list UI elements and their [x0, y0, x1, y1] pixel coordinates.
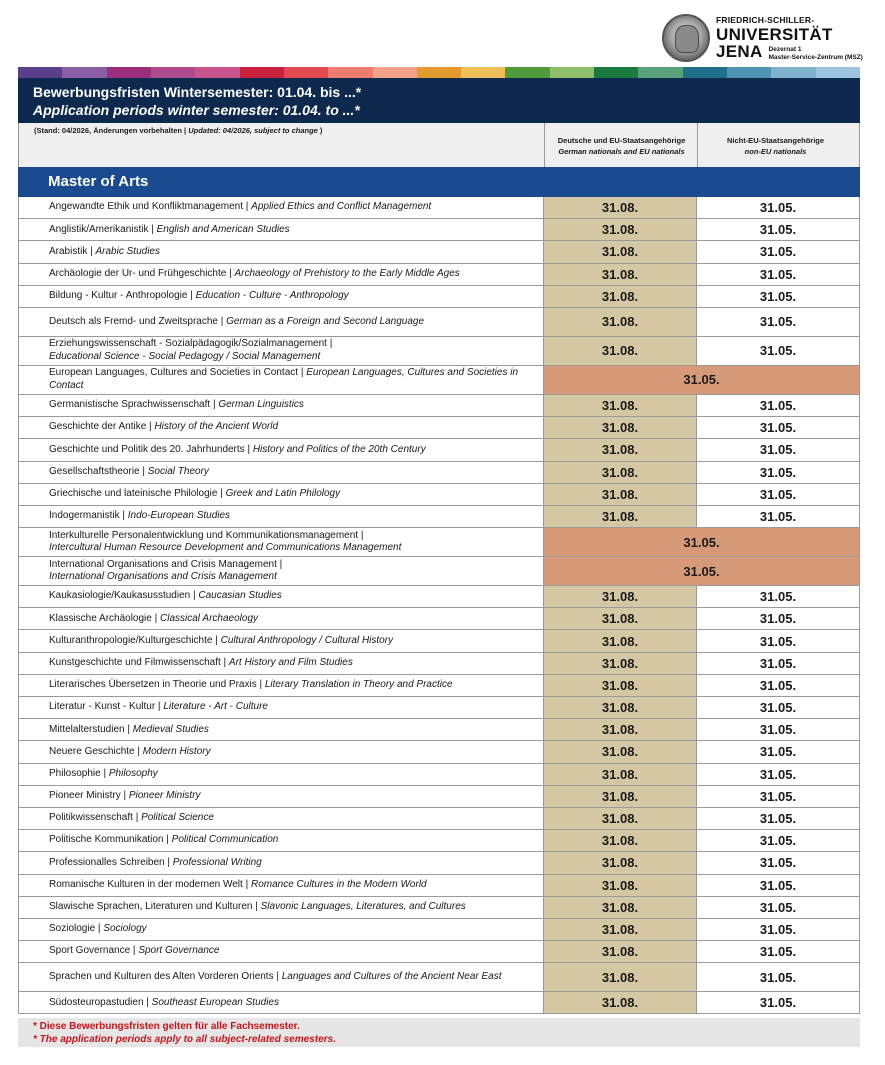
deadline-eu: 31.08.	[544, 484, 697, 505]
deadline-non-eu: 31.05.	[759, 700, 797, 716]
logo-line-2: UNIVERSITÄT	[716, 24, 833, 44]
deadline-eu: 31.08.	[544, 608, 697, 629]
deadline-eu: 31.08.	[544, 830, 697, 851]
stripe-segment	[683, 67, 727, 78]
program-name: European Languages, Cultures and Societies in Contact | European Languages, Cultures and Societies in Contact	[19, 366, 544, 394]
color-stripe	[18, 67, 860, 78]
table-row	[19, 219, 859, 241]
stripe-segment	[195, 67, 239, 78]
table-row	[19, 630, 859, 652]
program-name: Sprachen und Kulturen des Alten Vorderen Orients | Languages and Cultures of the Ancient Near East	[19, 963, 544, 991]
table-row	[19, 608, 859, 630]
program-name: Mittelalterstudien | Medieval Studies	[19, 719, 544, 740]
deadline-eu: 31.08.	[544, 337, 697, 365]
table-row	[19, 919, 859, 941]
footnote-english: * The application periods apply to all subject-related semesters.	[33, 1034, 336, 1045]
table-row	[19, 395, 859, 417]
deadline-eu: 31.08.	[544, 919, 697, 940]
program-name: Angewandte Ethik und Konfliktmanagement | Applied Ethics and Conflict Management	[19, 197, 544, 218]
deadline-eu: 31.08.	[544, 897, 697, 918]
status-note: (Stand: 04/2026, Änderungen vorbehalten | Updated: 04/2026, subject to change )	[34, 126, 323, 135]
program-name: Politische Kommunikation | Political Communication	[19, 830, 544, 851]
program-name: Romanische Kulturen in der modernen Welt | Romance Cultures in the Modern World	[19, 875, 544, 896]
program-name: Gesellschaftstheorie | Social Theory	[19, 462, 544, 483]
deadline-non-eu: 31.05.	[759, 200, 797, 216]
deadline-eu: 31.08.	[544, 992, 697, 1013]
program-name: Neuere Geschichte | Modern History	[19, 741, 544, 762]
deadline-non-eu: 31.05.	[759, 398, 797, 414]
stripe-segment	[594, 67, 638, 78]
deadline-non-eu: 31.05.	[759, 677, 797, 693]
program-name: Archäologie der Ur- und Frühgeschichte | Archaeology of Prehistory to the Early Middle Ages	[19, 264, 544, 285]
column-header-non-eu: Nicht-EU-Staatsangehörige non-EU nationals	[726, 136, 825, 156]
column-header-eu: Deutsche und EU-Staatsangehörige German nationals and EU nationals	[557, 136, 686, 156]
program-name: Deutsch als Fremd- und Zweitsprache | German as a Foreign and Second Language	[19, 308, 544, 336]
program-name: Südosteuropastudien | Southeast European Studies	[19, 992, 544, 1013]
table-row	[19, 875, 859, 897]
deadline-eu: 31.08.	[544, 264, 697, 285]
table-row	[19, 586, 859, 608]
table-row	[19, 366, 859, 395]
deadline-eu: 31.08.	[544, 462, 697, 483]
table-row	[19, 439, 859, 461]
table-row	[19, 992, 859, 1014]
table-row	[19, 417, 859, 439]
stripe-segment	[727, 67, 771, 78]
title-english: Application periods winter semester: 01.04. to ...*	[33, 102, 360, 118]
table-row	[19, 941, 859, 963]
deadline-eu: 31.08.	[544, 586, 697, 607]
deadline-non-eu: 31.05.	[759, 288, 797, 304]
deadline-eu: 31.08.	[544, 719, 697, 740]
deadline-non-eu: 31.05.	[759, 722, 797, 738]
program-name: Kaukasiologie/Kaukasusstudien | Caucasian Studies	[19, 586, 544, 607]
deadline-eu: 31.08.	[544, 963, 697, 991]
university-seal-icon	[662, 14, 710, 62]
table-row	[19, 764, 859, 786]
table-row	[19, 786, 859, 808]
deadline-non-eu: 31.05.	[759, 464, 797, 480]
stripe-segment	[771, 67, 815, 78]
stripe-segment	[461, 67, 505, 78]
deadline-eu: 31.08.	[544, 197, 697, 218]
table-row	[19, 897, 859, 919]
table-row	[19, 308, 859, 337]
deadline-eu: 31.08.	[544, 506, 697, 527]
stripe-segment	[18, 67, 62, 78]
stripe-segment	[373, 67, 417, 78]
stripe-segment	[284, 67, 328, 78]
program-name: Indogermanistik | Indo-European Studies	[19, 506, 544, 527]
stripe-segment	[107, 67, 151, 78]
department-name: Dezernat 1	[768, 45, 802, 53]
table-row	[19, 197, 859, 219]
deadline-all-nationals: 31.05.	[544, 528, 859, 556]
table-row	[19, 653, 859, 675]
deadline-non-eu: 31.05.	[759, 655, 797, 671]
deadline-non-eu: 31.05.	[759, 442, 797, 458]
deadline-eu: 31.08.	[544, 241, 697, 262]
table-row	[19, 719, 859, 741]
table-row	[19, 506, 859, 528]
deadline-eu: 31.08.	[544, 786, 697, 807]
program-name: Geschichte und Politik des 20. Jahrhunderts | History and Politics of the 20th Century	[19, 439, 544, 460]
table-row	[19, 241, 859, 263]
deadline-non-eu: 31.05.	[759, 921, 797, 937]
deadline-eu: 31.08.	[544, 395, 697, 416]
program-name: Soziologie | Sociology	[19, 919, 544, 940]
program-name: Anglistik/Amerikanistik | English and American Studies	[19, 219, 544, 240]
table-row	[19, 741, 859, 763]
deadline-non-eu: 31.05.	[759, 788, 797, 804]
deadline-eu: 31.08.	[544, 417, 697, 438]
deadline-non-eu: 31.05.	[759, 589, 797, 605]
program-name: Professionalles Schreiben | Professional Writing	[19, 852, 544, 873]
table-row	[19, 462, 859, 484]
deadline-non-eu: 31.05.	[759, 222, 797, 238]
deadline-non-eu: 31.05.	[759, 969, 797, 985]
program-name: Pioneer Ministry | Pioneer Ministry	[19, 786, 544, 807]
title-bar	[18, 78, 860, 123]
deadline-non-eu: 31.05.	[759, 244, 797, 260]
deadline-eu: 31.08.	[544, 630, 697, 651]
table-row	[19, 852, 859, 874]
deadline-eu: 31.08.	[544, 852, 697, 873]
deadline-non-eu: 31.05.	[759, 944, 797, 960]
deadline-eu: 31.08.	[544, 286, 697, 307]
footnote-german: * Diese Bewerbungsfristen gelten für alle Fachsemester.	[33, 1021, 300, 1032]
deadline-non-eu: 31.05.	[759, 420, 797, 436]
deadline-non-eu: 31.05.	[759, 811, 797, 827]
deadline-non-eu: 31.05.	[759, 766, 797, 782]
stripe-segment	[816, 67, 860, 78]
stripe-segment	[417, 67, 461, 78]
table-row	[19, 808, 859, 830]
program-name: International Organisations and Crisis Management | International Organisations and Crisis Management	[19, 557, 544, 585]
deadline-eu: 31.08.	[544, 764, 697, 785]
deadline-eu: 31.08.	[544, 808, 697, 829]
stripe-segment	[240, 67, 284, 78]
deadline-table	[18, 197, 860, 1014]
deadline-eu: 31.08.	[544, 741, 697, 762]
deadline-eu: 31.08.	[544, 439, 697, 460]
deadline-eu: 31.08.	[544, 941, 697, 962]
program-name: Germanistische Sprachwissenschaft | German Linguistics	[19, 395, 544, 416]
deadline-non-eu: 31.05.	[759, 343, 797, 359]
title-german: Bewerbungsfristen Wintersemester: 01.04. bis ...*	[33, 84, 362, 100]
deadline-non-eu: 31.05.	[759, 855, 797, 871]
deadline-non-eu: 31.05.	[759, 899, 797, 915]
stripe-segment	[638, 67, 682, 78]
deadline-non-eu: 31.05.	[759, 486, 797, 502]
logo-line-3: JENA	[716, 41, 763, 61]
program-name: Arabistik | Arabic Studies	[19, 241, 544, 262]
program-name: Bildung - Kultur - Anthropologie | Education - Culture - Anthropology	[19, 286, 544, 307]
logo-line-1: FRIEDRICH-SCHILLER-	[716, 15, 815, 25]
stripe-segment	[550, 67, 594, 78]
column-header-row	[18, 123, 860, 167]
program-name: Erziehungswissenschaft - Sozialpädagogik/Sozialmanagement | Educational Science - Social Pedagogy / Social Management	[19, 337, 544, 365]
deadline-eu: 31.08.	[544, 308, 697, 336]
table-row	[19, 337, 859, 366]
section-header: Master of Arts	[18, 167, 860, 197]
program-name: Kulturanthropologie/Kulturgeschichte | Cultural Anthropology / Cultural History	[19, 630, 544, 651]
program-name: Geschichte der Antike | History of the Ancient World	[19, 417, 544, 438]
deadline-non-eu: 31.05.	[759, 744, 797, 760]
deadline-all-nationals: 31.05.	[544, 366, 859, 394]
deadline-non-eu: 31.05.	[759, 877, 797, 893]
table-row	[19, 264, 859, 286]
table-row	[19, 830, 859, 852]
table-row	[19, 675, 859, 697]
deadline-non-eu: 31.05.	[759, 633, 797, 649]
program-name: Interkulturelle Personalentwicklung und Kommunikationsmanagement | Intercultural Human Resource Development and Communications Management	[19, 528, 544, 556]
university-logo	[662, 12, 872, 64]
deadline-eu: 31.08.	[544, 697, 697, 718]
deadline-eu: 31.08.	[544, 219, 697, 240]
deadline-non-eu: 31.05.	[759, 995, 797, 1011]
deadline-eu: 31.08.	[544, 875, 697, 896]
program-name: Literarisches Übersetzen in Theorie und Praxis | Literary Translation in Theory and Practice	[19, 675, 544, 696]
stripe-segment	[328, 67, 372, 78]
deadline-non-eu: 31.05.	[759, 314, 797, 330]
stripe-segment	[62, 67, 106, 78]
stripe-segment	[505, 67, 549, 78]
deadline-non-eu: 31.05.	[759, 508, 797, 524]
deadline-eu: 31.08.	[544, 653, 697, 674]
program-name: Politikwissenschaft | Political Science	[19, 808, 544, 829]
footnote	[18, 1018, 860, 1047]
stripe-segment	[151, 67, 195, 78]
deadline-all-nationals: 31.05.	[544, 557, 859, 585]
department-subname: Master-Service-Zentrum (MSZ)	[768, 53, 863, 61]
table-row	[19, 557, 859, 586]
program-name: Sport Governance | Sport Governance	[19, 941, 544, 962]
deadline-non-eu: 31.05.	[759, 833, 797, 849]
program-name: Slawische Sprachen, Literaturen und Kulturen | Slavonic Languages, Literatures, and Cultures	[19, 897, 544, 918]
table-row	[19, 963, 859, 992]
table-row	[19, 484, 859, 506]
program-name: Kunstgeschichte und Filmwissenschaft | Art History and Film Studies	[19, 653, 544, 674]
table-row	[19, 697, 859, 719]
program-name: Klassische Archäologie | Classical Archaeology	[19, 608, 544, 629]
program-name: Literatur - Kunst - Kultur | Literature - Art - Culture	[19, 697, 544, 718]
deadline-non-eu: 31.05.	[759, 611, 797, 627]
deadline-eu: 31.08.	[544, 675, 697, 696]
table-row	[19, 286, 859, 308]
deadline-non-eu: 31.05.	[759, 266, 797, 282]
table-row	[19, 528, 859, 557]
program-name: Philosophie | Philosophy	[19, 764, 544, 785]
program-name: Griechische und lateinische Philologie | Greek and Latin Philology	[19, 484, 544, 505]
